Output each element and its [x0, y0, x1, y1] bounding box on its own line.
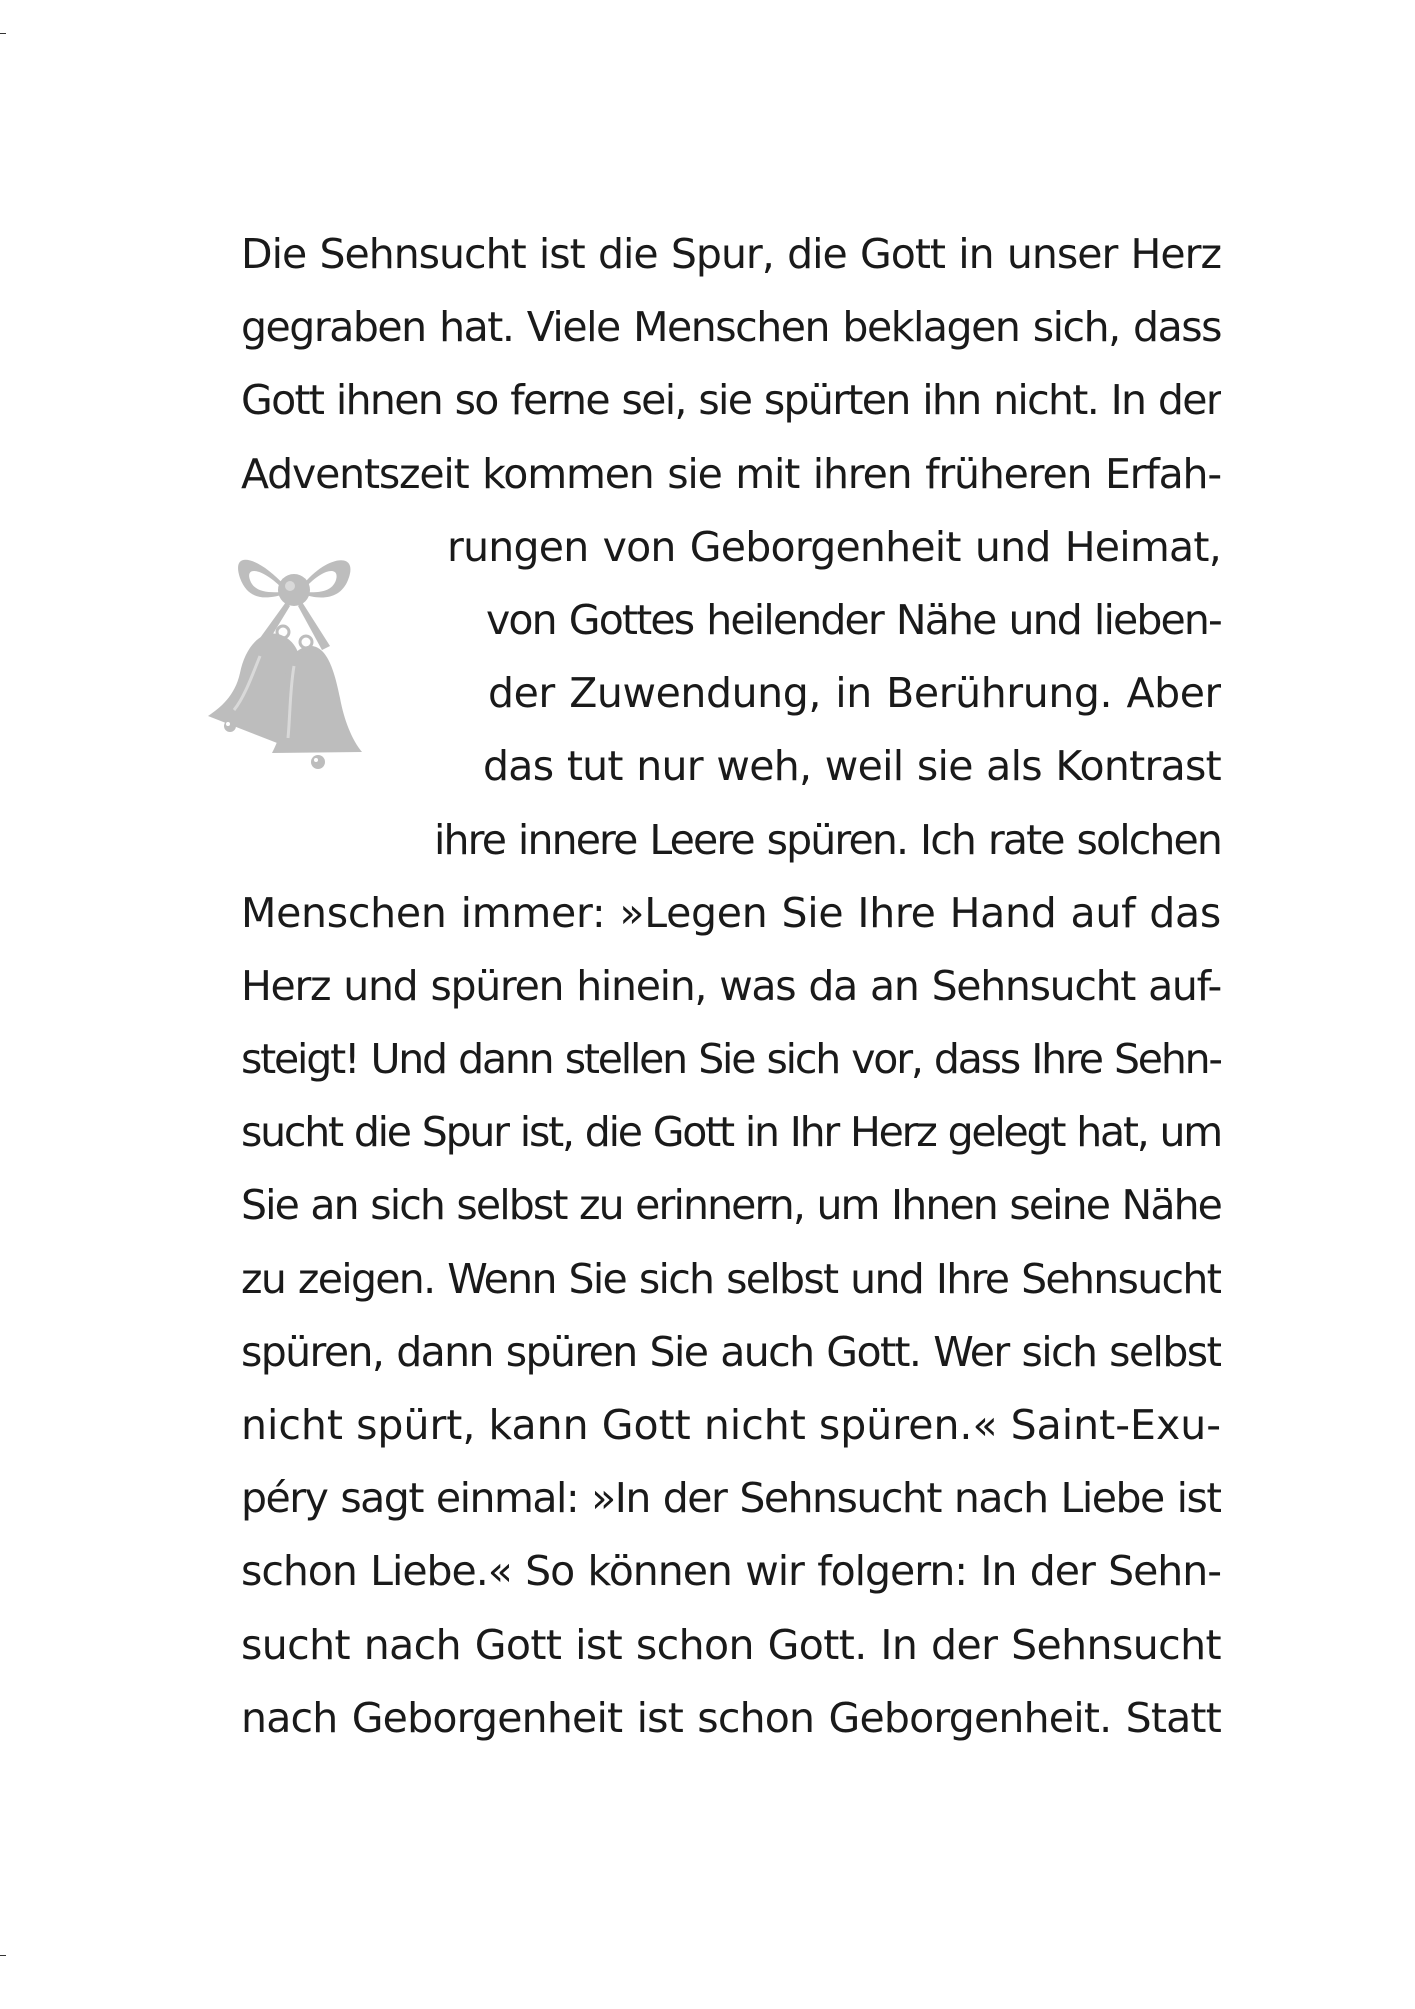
text-line: spüren, dann spüren Sie auch Gott. Wer sich selbst — [241, 1327, 1221, 1376]
text-line: péry sagt einmal: »In der Sehnsucht nach Liebe ist — [241, 1474, 1221, 1523]
text-line: gegraben hat. Viele Menschen beklagen sich, dass — [241, 303, 1221, 352]
crop-mark-top — [0, 33, 6, 34]
text-line: Sie an sich selbst zu erinnern, um Ihnen seine Nähe — [241, 1181, 1221, 1230]
text-line: zu zeigen. Wenn Sie sich selbst und Ihre Sehnsucht — [241, 1254, 1221, 1303]
text-line: der Zuwendung, in Berührung. Aber — [488, 669, 1221, 718]
text-line: sucht die Spur ist, die Gott in Ihr Herz gelegt hat, um — [241, 1108, 1221, 1157]
text-line: steigt! Und dann stellen Sie sich vor, dass Ihre Sehn- — [241, 1035, 1221, 1084]
text-line: ihre innere Leere spüren. Ich rate solchen — [434, 815, 1221, 864]
body-paragraph — [241, 218, 1221, 1755]
text-line: Menschen immer: »Legen Sie Ihre Hand auf das — [241, 888, 1221, 937]
text-line: Die Sehnsucht ist die Spur, die Gott in unser Herz — [241, 230, 1221, 278]
text-line: Herz und spüren hinein, was da an Sehnsucht auf- — [241, 961, 1221, 1010]
crop-mark-bottom — [0, 1955, 6, 1956]
text-line: sucht nach Gott ist schon Gott. In der Sehnsucht — [241, 1620, 1221, 1669]
text-line: rungen von Geborgenheit und Heimat, — [447, 522, 1221, 571]
text-line: Adventszeit kommen sie mit ihren früheren Erfah- — [241, 449, 1221, 498]
text-line: nicht spürt, kann Gott nicht spüren.« Saint-Exu- — [241, 1401, 1221, 1449]
text-line: Gott ihnen so ferne sei, sie spürten ihn nicht. In der — [241, 376, 1221, 425]
text-line: von Gottes heilender Nähe und lieben- — [486, 595, 1221, 644]
text-line: nach Geborgenheit ist schon Geborgenheit. Statt — [241, 1693, 1221, 1742]
text-line: das tut nur weh, weil sie als Kontrast — [483, 742, 1221, 791]
text-line: schon Liebe.« So können wir folgern: In der Sehn- — [241, 1547, 1221, 1596]
